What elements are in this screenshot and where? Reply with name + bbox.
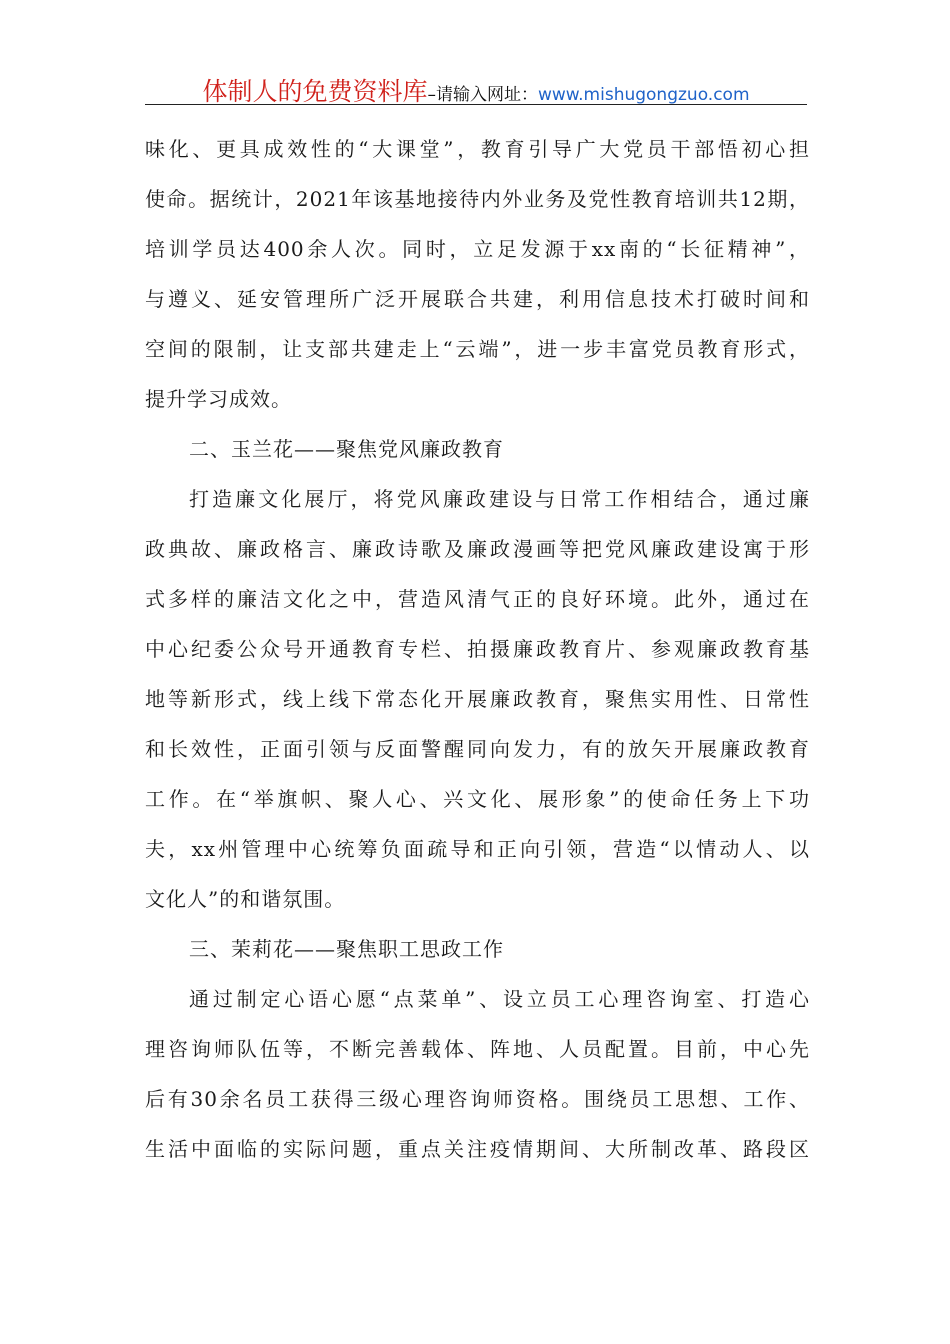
text-line: 理咨询师队伍等，不断完善载体、阵地、人员配置。目前，中心先 [145, 1037, 810, 1061]
text-line: 和长效性，正面引领与反面警醒同向发力，有的放矢开展廉政教育 [145, 737, 810, 761]
section-heading: 三、茉莉花——聚焦职工思政工作 [189, 937, 504, 961]
site-name: 体制人的免费资料库 [202, 77, 428, 106]
site-url-link[interactable]: www.mishugongzuo.com [538, 85, 750, 105]
text-line: 味化、更具成效性的“大课堂”，教育引导广大党员干部悟初心担 [145, 137, 810, 161]
url-prompt: –请输入网址： [427, 85, 538, 105]
text-line: 培训学员达400余人次。同时，立足发源于xx南的“长征精神”， [145, 237, 810, 261]
text-line: 式多样的廉洁文化之中，营造风清气正的良好环境。此外，通过在 [145, 587, 810, 611]
section-heading: 二、玉兰花——聚焦党风廉政教育 [189, 437, 504, 461]
text-line: 空间的限制，让支部共建走上“云端”，进一步丰富党员教育形式， [145, 337, 810, 361]
text-line: 文化人”的和谐氛围。 [145, 887, 346, 911]
text-line: 地等新形式，线上线下常态化开展廉政教育，聚焦实用性、日常性 [145, 687, 810, 711]
text-line: 通过制定心语心愿“点菜单”、设立员工心理咨询室、打造心 [189, 987, 810, 1011]
text-line: 政典故、廉政格言、廉政诗歌及廉政漫画等把党风廉政建设寓于形 [145, 537, 810, 561]
text-line: 与遵义、延安管理所广泛开展联合共建，利用信息技术打破时间和 [145, 287, 810, 311]
text-line: 工作。在“举旗帜、聚人心、兴文化、展形象”的使命任务上下功 [145, 787, 810, 811]
text-line: 生活中面临的实际问题，重点关注疫情期间、大所制改革、路段区 [145, 1137, 810, 1161]
text-line: 使命。据统计，2021年该基地接待内外业务及党性教育培训共12期， [145, 187, 810, 211]
page-header [145, 72, 807, 105]
text-line: 打造廉文化展厅，将党风廉政建设与日常工作相结合，通过廉 [189, 487, 810, 511]
text-line: 后有30余名员工获得三级心理咨询师资格。围绕员工思想、工作、 [145, 1087, 810, 1111]
text-line: 提升学习成效。 [145, 387, 292, 411]
text-line: 中心纪委公众号开通教育专栏、拍摄廉政教育片、参观廉政教育基 [145, 637, 810, 661]
text-line: 夫，xx州管理中心统筹负面疏导和正向引领，营造“以情动人、以 [145, 837, 810, 861]
document-body [145, 124, 810, 1174]
